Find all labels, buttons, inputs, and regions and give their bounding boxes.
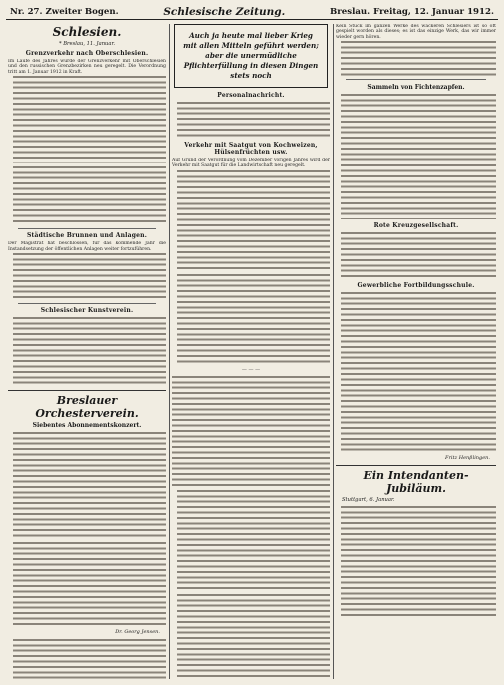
masthead [6,4,498,20]
section-title-schlesien: Schlesien. [52,25,122,39]
article-text-block [177,273,330,365]
boxed-notice [174,24,328,88]
newspaper-page [6,4,498,681]
issue-date: Breslau. Freitag, 12. Januar 1912. [330,6,494,17]
article-title: Rote Kreuzgesellschaft. [373,222,459,230]
article-text: Im Laufe des Jahres wurde der Grenzverkehr mit Oberschlesien und den russischen Grenzbezirken neu geregelt. Die Verordnung tritt am 1. Januar 1912 in Kraft. [8,59,166,75]
article-text-block [172,375,330,487]
article-text-block [341,40,496,76]
article-text-block [13,638,166,679]
article-text-block [13,541,166,627]
article-text: Auf Grund der Verordnung vom Dezember vorigen Jahres wird der Verkehr mit Saatgut für die Landwirtschaft neu geregelt. [172,158,330,169]
article-text-block [13,165,166,225]
feature-subtitle: Siebentes Abonnementskonzert. [32,422,142,430]
article-title: Personalnachricht. [217,92,285,99]
article-text-block [13,431,166,539]
article-title: Verkehr mit Saatgut von Kochweizen, Hülsenfrüchten usw. [184,142,318,156]
column-rule [169,24,170,679]
article-text-block [13,252,166,300]
article-text: Der Magistrat hat beschlossen, für das kommende Jahr die Instandsetzung der öffentlichen Anlagen weiter fortzuführen. [8,241,166,252]
divider [18,228,156,229]
article-text-block [341,383,496,453]
article-text-block [13,316,166,386]
article-text-block [177,593,330,679]
issue-number: Nr. 27. Zweiter Bogen. [10,6,119,17]
feature-title: Breslauer Orchesterverein. [35,394,139,421]
feature-title: Ein Intendanten-Jubiläum. [363,469,469,496]
article-title: Schlesischer Kunstverein. [40,307,134,315]
article-text-block [177,169,330,271]
article-text-block [341,291,496,381]
article-title: Sammeln von Fichtenzapfen. [367,84,465,92]
article-text: Kein Stück im ganzen Werke des wackeren Schlesiers ist so oft gespielt worden als dieses; es ist das einzige Werk, das wir immer wieder gern hören. [336,24,496,40]
divider [18,303,156,304]
separator: — — — [241,366,261,373]
article-text-block [341,505,496,617]
article-title: Städtische Brunnen und Anlagen. [27,232,147,240]
column-rule [333,24,334,679]
feature-divider [8,390,166,391]
dateline: Stuttgart, 6. Januar. [342,497,395,504]
divider [346,79,486,80]
article-text-block [177,101,330,139]
newspaper-title: Schlesische Zeitung. [163,5,286,18]
article-text-block [341,231,496,279]
article-text-block [13,75,166,163]
dateline: * Breslau, 11. Januar. [58,41,116,47]
column-right [336,24,496,679]
article-text-block [177,489,330,591]
article-signature: Fritz Henßlingen. [445,455,490,462]
article-title: Gewerbliche Fortbildungsschule. [357,282,475,290]
article-signature: Dr. Georg Jensen. [115,629,160,636]
column-center [172,24,330,679]
article-text-block [341,93,496,219]
article-title: Grenzverkehr nach Oberschlesien. [25,50,149,57]
feature-divider [336,465,496,466]
column-left [8,24,166,679]
notice-text: Auch ja heute mal lieber Krieg mit allen Mitteln geführt werden; aber die unermüdliche Pflichterfüllung in diesen Dingen stets noch [183,31,319,80]
